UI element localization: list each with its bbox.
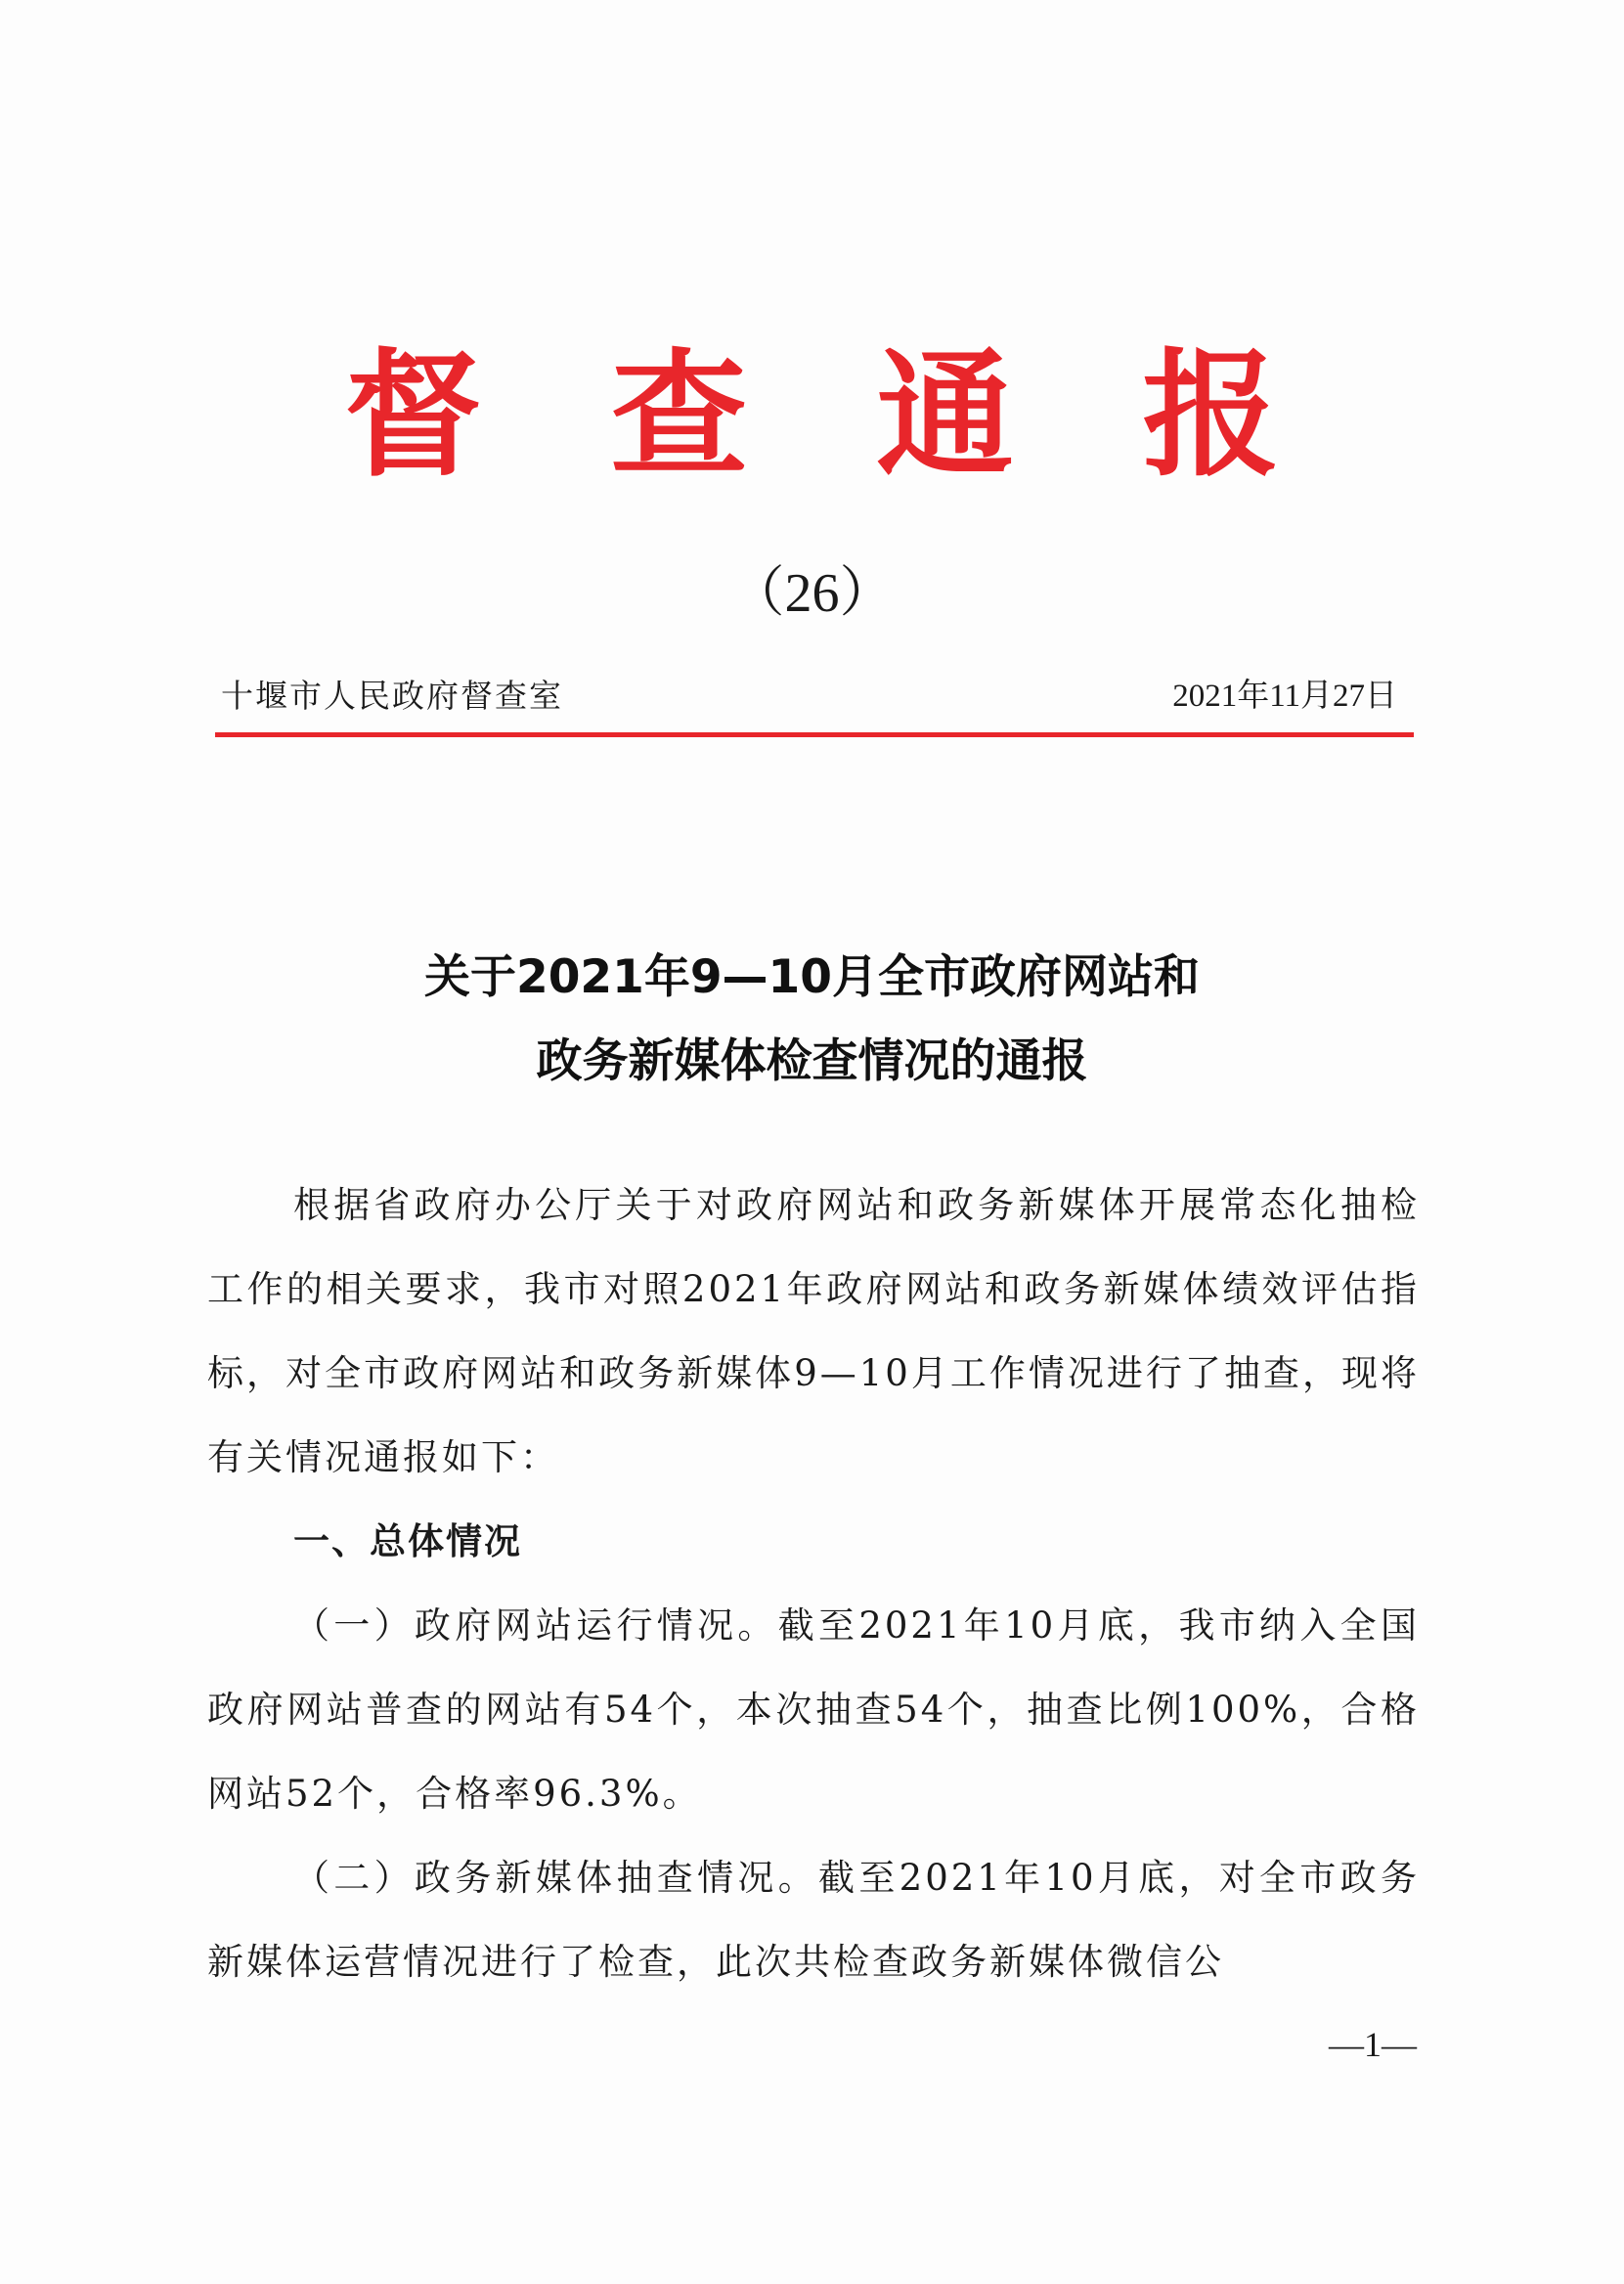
paragraph-website-operation: （一）政府网站运行情况。截至2021年10月底，我市纳入全国政府网站普查的网站有54个，本次抽查54个，抽查比例100%，合格网站52个，合格率96.3%。 — [207, 1604, 1420, 1815]
masthead-title: 督查通报 — [344, 335, 1409, 496]
paragraph-new-media-check: （二）政务新媒体抽查情况。截至2021年10月底，对全市政务新媒体运营情况进行了检查，此次共检查政务新媒体微信公 — [207, 1857, 1420, 1983]
document-title-line-2: 政务新媒体检查情况的通报 — [536, 1034, 1088, 1088]
issuing-office: 十堰市人民政府督查室 — [221, 677, 563, 715]
document-body — [207, 1164, 1420, 2004]
red-divider-rule — [215, 732, 1414, 737]
document-title-line-1: 关于2021年9—10月全市政府网站和 — [424, 950, 1200, 1004]
issue-date: 2021年11月27日 — [1172, 679, 1397, 714]
intro-paragraph: 根据省政府办公厅关于对政府网站和政务新媒体开展常态化抽检工作的相关要求，我市对照2021年政府网站和政务新媒体绩效评估指标，对全市政府网站和政务新媒体9—10月工作情况进行了抽查，现将有关情况通报如下： — [207, 1184, 1420, 1478]
issue-number: （26） — [729, 563, 895, 624]
section-heading-overall: 一、总体情况 — [293, 1520, 522, 1562]
page-number: —1— — [1329, 2025, 1417, 2064]
